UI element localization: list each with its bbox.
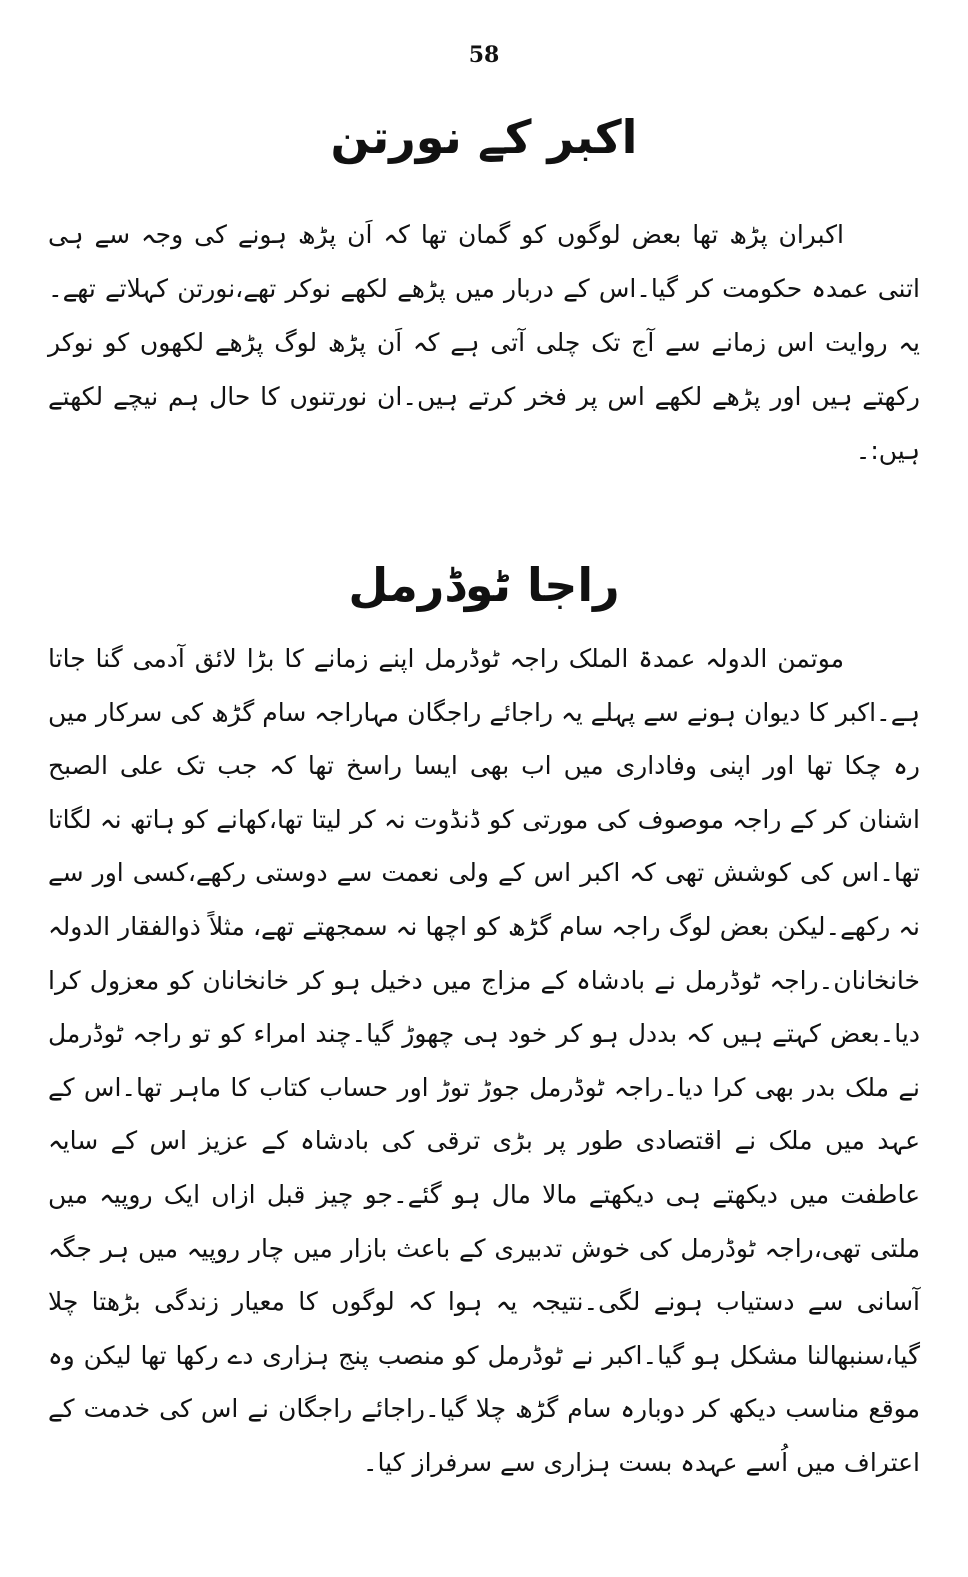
paragraph-raja-todarmal: [48, 632, 920, 1490]
page-number: 58: [468, 42, 500, 68]
paragraph-akbar-navratan: [48, 208, 920, 478]
section-heading-raja-todarmal: راجا ٹوڈرمل: [348, 558, 620, 612]
paragraph-raja-todarmal-text: موتمن الدولہ عمدۃ الملک راجہ ٹوڈرمل اپنے زمانے کا بڑا لائق آدمی گنا جاتا ہے۔اکبر کا دیوان ہونے سے پہلے یہ راجائے راجگان مہاراجہ سام گڑھ کی سرکار میں رہ چکا تھا اور اپنی وفاداری میں اب بھی ایسا راسخ تھا کہ جب تک علی الصبح اشنان کر کے راجہ موصوف کی مورتی کو ڈنڈوت نہ کر لیتا تھا،کھانے کو ہاتھ نہ لگاتا تھا۔اس کی کوشش تھی کہ اکبر اس کے ولی نعمت سے دوستی رکھے،کسی اور سے نہ رکھے۔لیکن بعض لوگ راجہ سام گڑھ کو اچھا نہ سمجھتے تھے، مثلاً ذوالفقار الدولہ خانخانان۔راجہ ٹوڈرمل نے بادشاہ کے مزاج میں دخیل ہو کر خانخانان کو معزول کرا دیا۔بعض کہتے ہیں کہ بددل ہو کر خود ہی چھوڑ گیا۔چند امراء کو تو راجہ ٹوڈرمل نے ملک بدر بھی کرا دیا۔راجہ ٹوڈرمل جوڑ توڑ اور حساب کتاب کا ماہر تھا۔اس کے عہد میں ملک نے اقتصادی طور پر بڑی ترقی کی بادشاہ کے عزیز اس کے سایہ عاطفت میں دیکھتے ہی دیکھتے مالا مال ہو گئے۔جو چیز قبل ازاں ایک روپیہ میں ملتی تھی،راجہ ٹوڈرمل کی خوش تدبیری کے باعث بازار میں چار روپیہ میں ہر جگہ آسانی سے دستیاب ہونے لگی۔نتیجہ یہ ہوا کہ لوگوں کا معیار زندگی بڑھتا چلا گیا،سنبھالنا مشکل ہو گیا۔اکبر نے ٹوڈرمل کو منصب پنج ہزاری دے رکھا تھا لیکن وہ موقع مناسب دیکھ کر دوبارہ سام گڑھ چلا گیا۔راجائے راجگان نے اس کی خدمت کے اعتراف میں اُسے عہدہ بست ہزاری سے سرفراز کیا۔: [48, 644, 920, 1477]
paragraph-akbar-navratan-text: اکبران پڑھ تھا بعض لوگوں کو گمان تھا کہ اَن پڑھ ہونے کی وجہ سے ہی اتنی عمدہ حکومت کر گیا۔اس کے دربار میں پڑھے لکھے نوکر تھے،نورتن کہلاتے تھے۔یہ روایت اس زمانے سے آج تک چلی آتی ہے کہ اَن پڑھ لوگ پڑھے لکھوں کو نوکر رکھتے ہیں اور پڑھے لکھے اس پر فخر کرتے ہیں۔ان نورتنوں کا حال ہم نیچے لکھتے ہیں:۔: [48, 220, 920, 465]
section-heading-akbar-navratan: اکبر کے نورتن: [330, 110, 638, 164]
